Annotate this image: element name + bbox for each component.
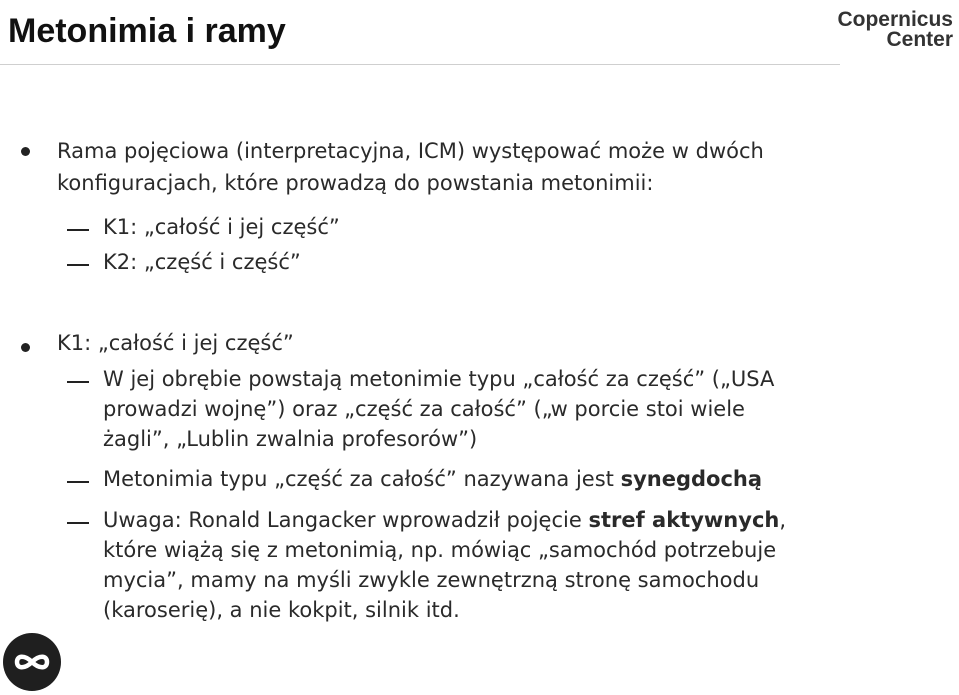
page-title: Metonimia i ramy — [8, 12, 286, 50]
p3-line-2: które wiążą się z metonimią, np. mówiąc „samochód potrzebuje — [103, 538, 777, 562]
dash-marker — [67, 381, 89, 383]
intro-line-1: Rama pojęciowa (interpretacyjna, ICM) występować może w dwóch — [57, 139, 764, 163]
logo-line-1: Copernicus — [837, 8, 953, 31]
p3-comma: , — [779, 508, 787, 532]
dash-marker — [67, 481, 89, 483]
p2-term: synegdochą — [620, 467, 763, 491]
p1-line-1: W jej obrębie powstają metonimie typu „całość za część” („USA — [103, 367, 775, 391]
logo-line-2: Center — [886, 28, 953, 51]
dash-marker — [67, 522, 89, 524]
p2-line — [103, 466, 943, 493]
p1-line-2: prowadzi wojnę”) oraz „część za całość” („w porcie stoi wiele — [103, 397, 745, 421]
sub-item-k1: K1: „całość i jej część” — [103, 215, 340, 239]
bullet-dot — [21, 343, 30, 352]
p3-text: Uwaga: Ronald Langacker wprowadził pojęcie — [103, 508, 589, 532]
p3-line-4: (karoserię), a nie kokpit, silnik itd. — [103, 598, 460, 622]
copernicus-logo — [837, 10, 953, 50]
sub-item-k2: K2: „część i część” — [103, 250, 301, 274]
dash-marker — [67, 229, 89, 231]
intro-line-2: konfiguracjach, które prowadzą do powstania metonimii: — [57, 171, 654, 195]
title-divider — [0, 64, 840, 65]
p2-text: Metonimia typu „część za całość” nazywana jest — [103, 467, 621, 491]
p3-line-3: mycia”, mamy na myśli zwykle zewnętrzną stronę samochodu — [103, 568, 760, 592]
section2-heading: K1: „całość i jej część” — [57, 331, 294, 355]
infinity-icon — [3, 633, 61, 691]
p3-term: stref aktywnych — [588, 508, 780, 532]
p1-line-3: żagli”, „Lublin zwalnia profesorów”) — [103, 427, 478, 451]
dash-marker — [67, 264, 89, 266]
p3-line-1 — [103, 507, 943, 534]
bullet-dot — [21, 147, 30, 156]
